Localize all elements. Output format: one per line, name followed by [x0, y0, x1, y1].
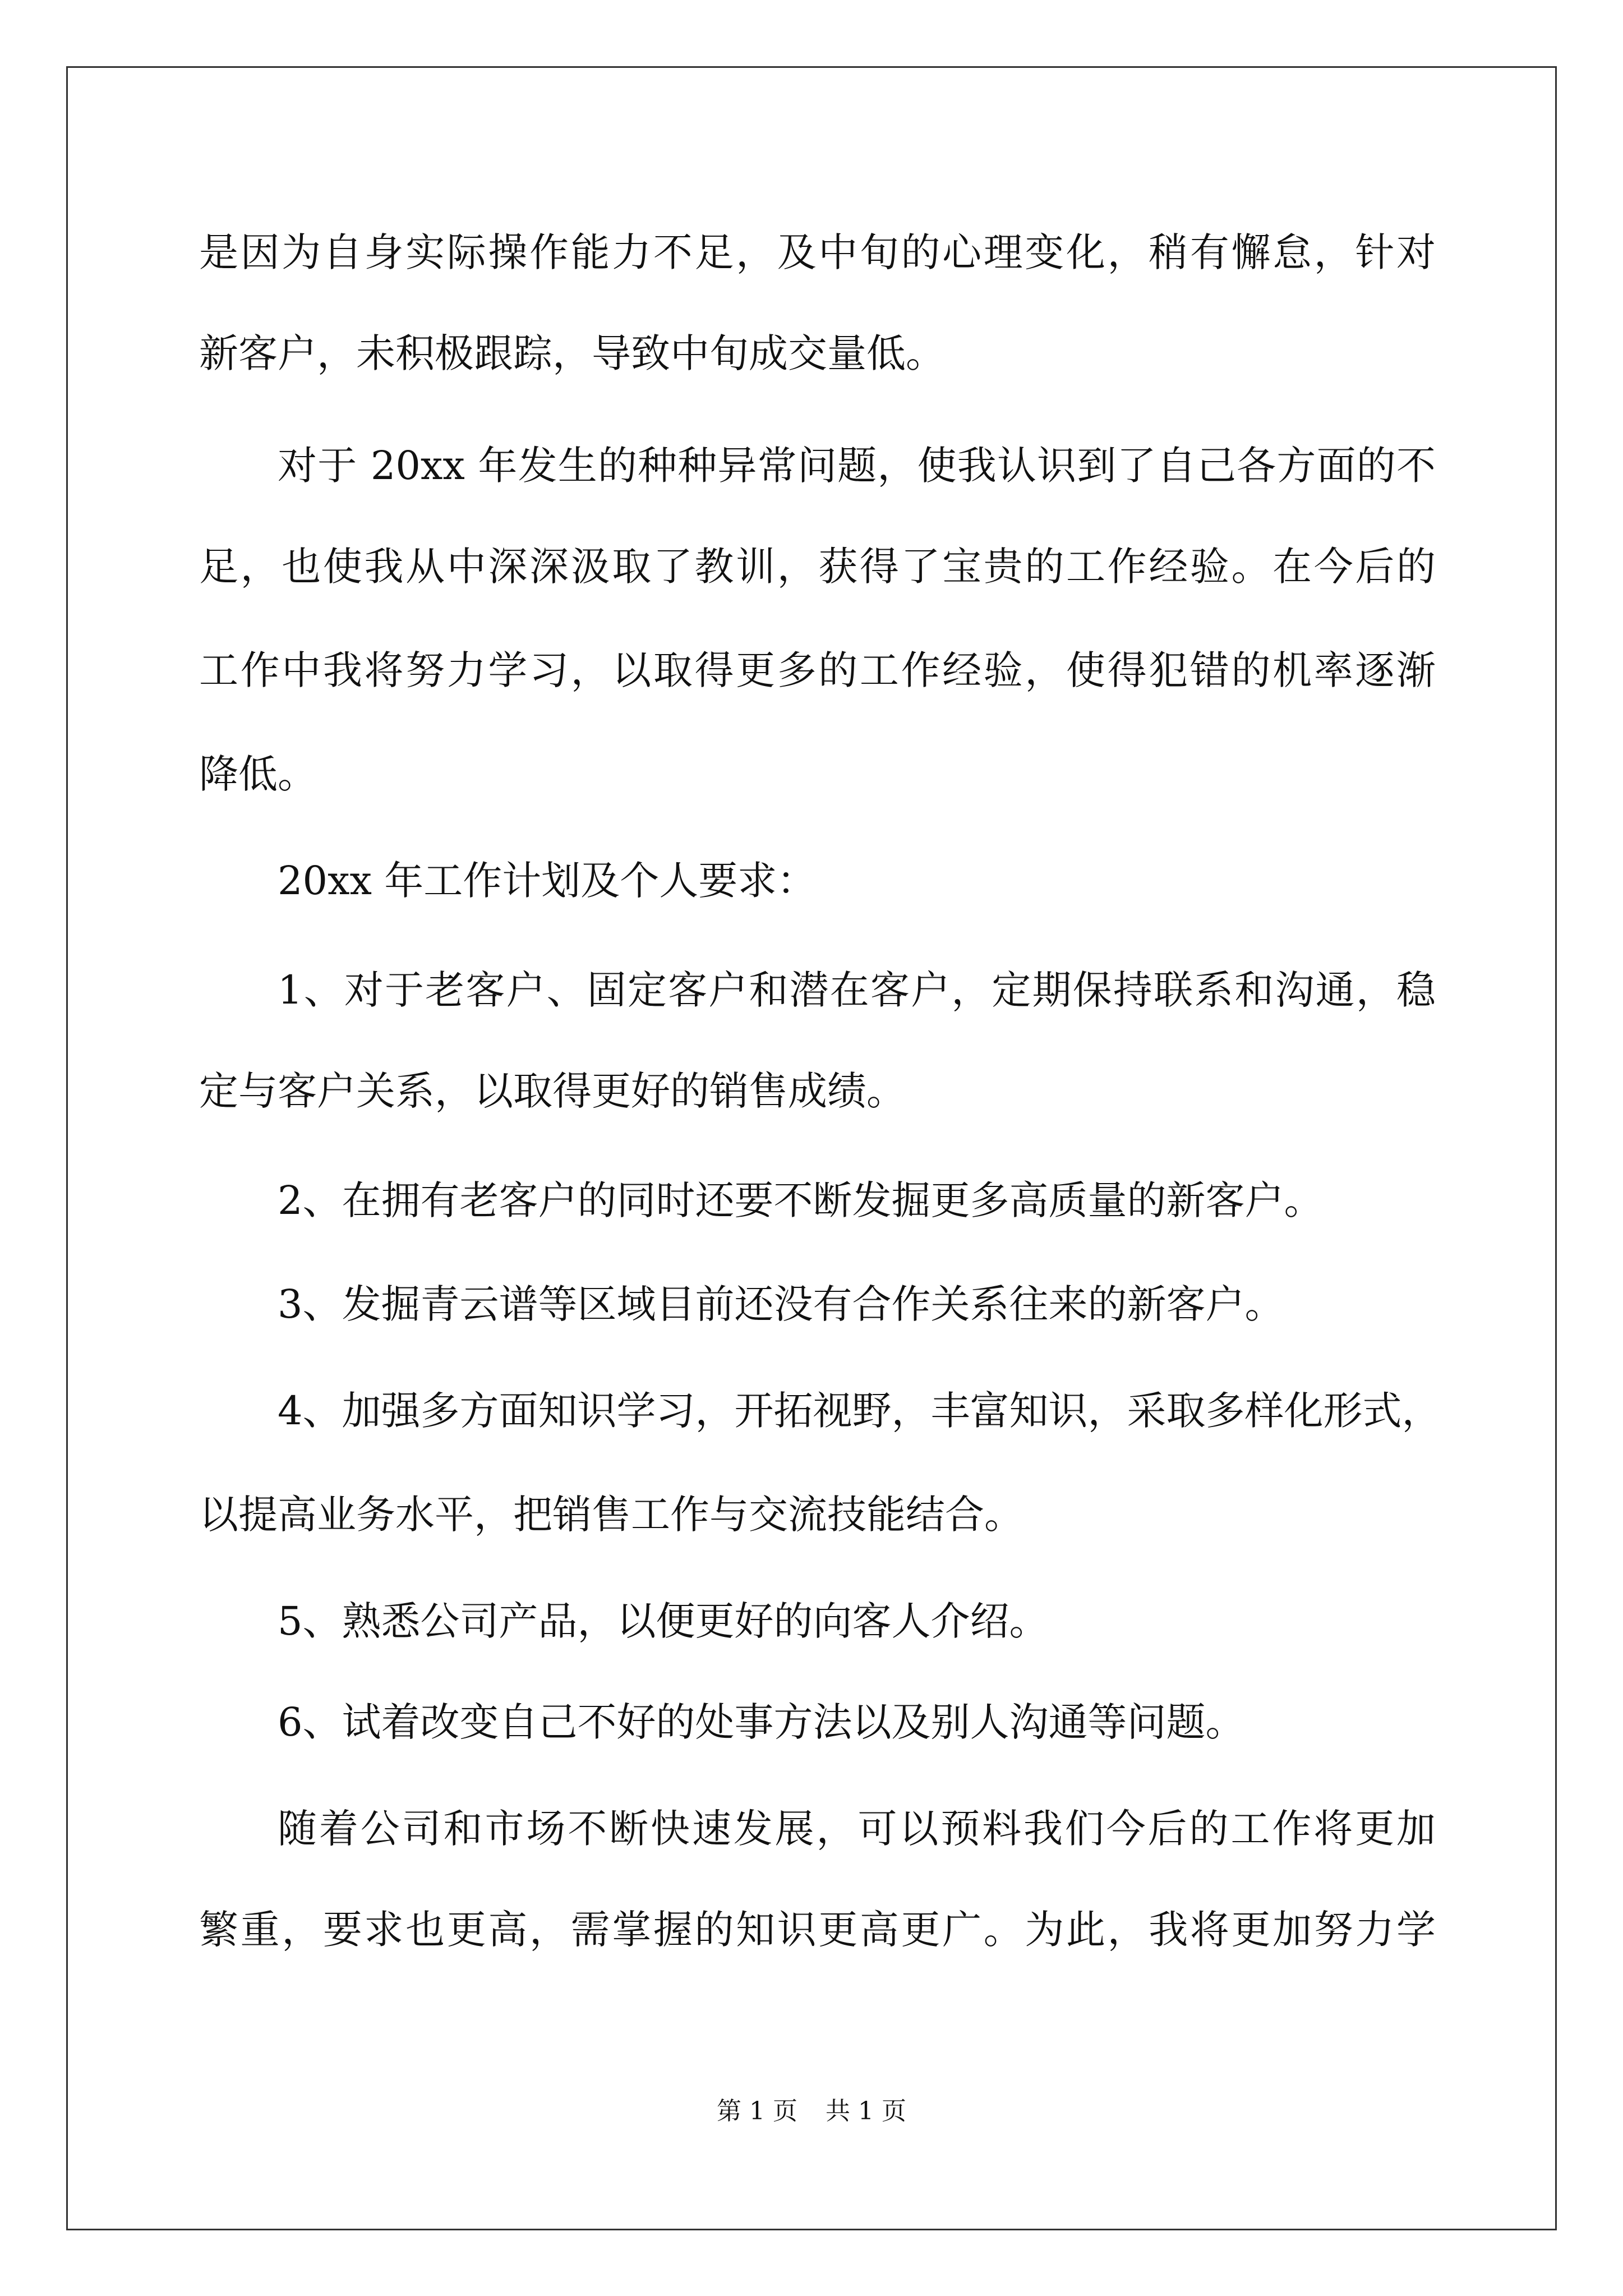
text-line: 新客户，未积极跟踪，导致中旬成交量低。 [199, 330, 945, 376]
text-line: 降低。 [199, 751, 317, 797]
list-item-line: 定与客户关系，以取得更好的销售成绩。 [199, 1068, 906, 1114]
page-footer [0, 2095, 1623, 2128]
page-number: 第 1 页 [717, 2097, 797, 2125]
list-item-line: 1、对于老客户、固定客户和潜在客户，定期保持联系和沟通，稳 [278, 967, 1436, 1013]
page-total: 共 1 页 [826, 2097, 906, 2125]
text-line: 工作中我将努力学习，以取得更多的工作经验，使得犯错的机率逐渐 [199, 647, 1436, 693]
list-item-line: 5、熟悉公司产品，以便更好的向客人介绍。 [278, 1598, 1049, 1644]
text-line: 对于 20xx 年发生的种种异常问题，使我认识到了自己各方面的不 [278, 443, 1436, 489]
list-item-line: 3、发掘青云谱等区域目前还没有合作关系往来的新客户。 [278, 1281, 1284, 1327]
text-line: 足，也使我从中深深汲取了教训，获得了宝贵的工作经验。在今后的 [199, 544, 1436, 590]
list-item-line: 4、加强多方面知识学习，开拓视野，丰富知识，采取多样化形式， [278, 1388, 1441, 1434]
text-line: 是因为自身实际操作能力不足，及中旬的心理变化，稍有懈怠，针对 [199, 229, 1436, 275]
list-item-line: 2、在拥有老客户的同时还要不断发掘更多高质量的新客户。 [278, 1177, 1324, 1223]
text-line: 繁重，要求也更高，需掌握的知识更高更广。为此，我将更加努力学 [199, 1907, 1436, 1953]
list-item-line: 以提高业务水平，把销售工作与交流技能结合。 [199, 1492, 1023, 1538]
list-item-line: 6、试着改变自己不好的处事方法以及别人沟通等问题。 [278, 1699, 1245, 1745]
text-line: 随着公司和市场不断快速发展，可以预料我们今后的工作将更加 [278, 1806, 1436, 1852]
section-heading: 20xx 年工作计划及个人要求： [278, 858, 817, 904]
